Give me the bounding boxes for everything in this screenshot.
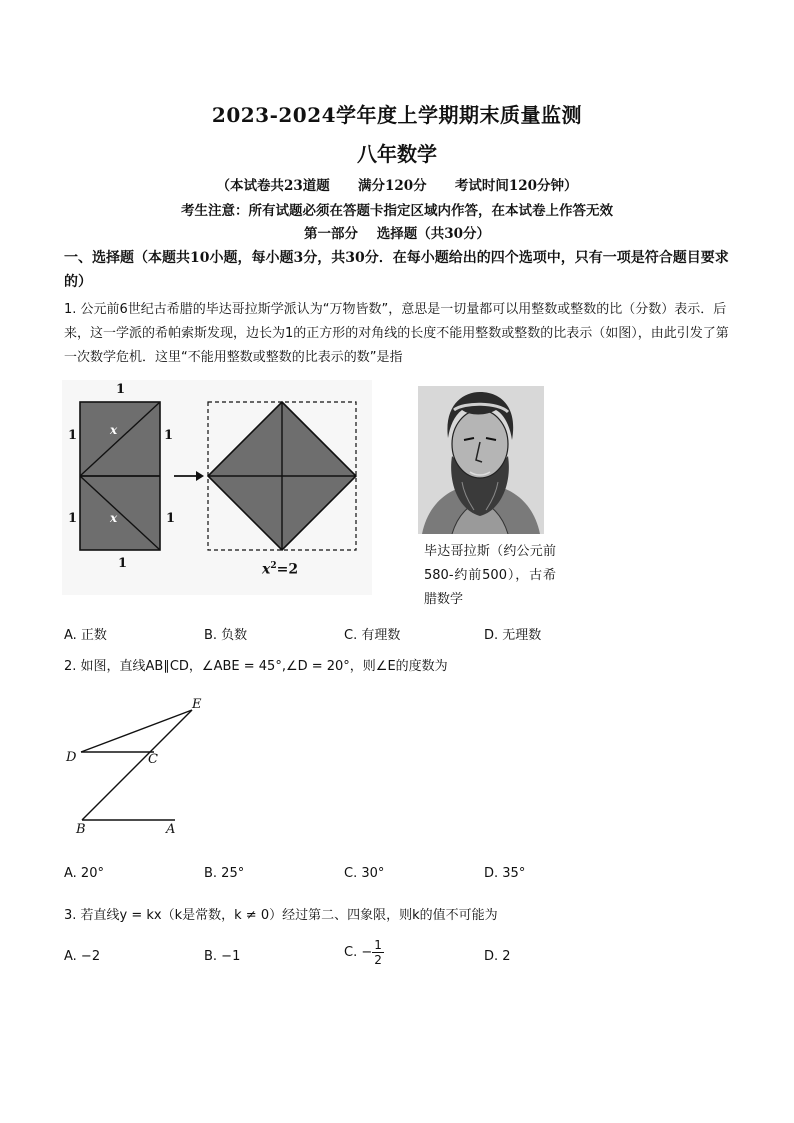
q1-option-a[interactable]: A. 正数 (64, 628, 107, 643)
q2-option-b[interactable]: B. 25° (204, 866, 245, 881)
q2-option-c[interactable]: C. 30° (344, 866, 385, 881)
label-E: E (192, 697, 202, 712)
q2-option-a[interactable]: A. 20° (64, 866, 104, 881)
question-3-text: 3. 若直线y = kx（k是常数，k ≠ 0）经过第二、四象限，则k的值不可能为 (64, 908, 498, 923)
label-D: D (66, 750, 77, 765)
q3-option-a[interactable]: A. −2 (64, 949, 101, 964)
q1-square-diagram (62, 380, 372, 595)
question-1-text: 1. 公元前6世纪古希腊的毕达哥拉斯学派认为“万物皆数”，意思是一切量都可以用整数或整数的比（分数）表示．后来，这一学派的希帕索斯发现，边长为1的正方形的对角线的长度不能用整数或整数的比表示（如图），由此引发了第一次数学危机．这里“不能用整数或整数的比表示的数”是指 (64, 302, 729, 365)
question-2-text: 2. 如图，直线AB∥CD，∠ABE = 45°,∠D = 20°，则∠E的度数为 (64, 659, 448, 674)
q1-option-d[interactable]: D. 无理数 (484, 628, 542, 643)
q3-option-b[interactable]: B. −1 (204, 949, 241, 964)
part-heading: 第一部分 选择题（共30分） (303, 226, 491, 242)
label-right-1a: 1 (164, 428, 174, 443)
label-right-1b: 1 (166, 511, 176, 526)
label-C: C (148, 752, 158, 767)
portrait-caption: 毕达哥拉斯（约公元前 580-约前500），古希腊数学 (424, 544, 556, 607)
pythagoras-portrait-image (418, 386, 544, 534)
q1-option-b[interactable]: B. 负数 (204, 628, 248, 643)
exam-info: （本试卷共23道题 满分120分 考试时间120分钟） (216, 178, 578, 194)
equation-label: $x^2=2$ (262, 561, 299, 578)
label-left-1b: 1 (68, 511, 78, 526)
q1-option-c[interactable]: C. 有理数 (344, 628, 401, 643)
q3-option-c[interactable]: C. − $\frac{1}{2}$ (344, 938, 382, 967)
label-x-top: x (110, 423, 118, 437)
subject-title: 八年数学 (357, 142, 437, 166)
label-A: A (166, 822, 176, 837)
q3-option-d[interactable]: D. 2 (484, 949, 511, 964)
q2-option-d[interactable]: D. 35° (484, 866, 526, 881)
label-left-1a: 1 (68, 428, 78, 443)
label-top-1: 1 (116, 382, 126, 397)
notice-text: 考生注意：所有试题必须在答题卡指定区域内作答，在本试卷上作答无效 (181, 203, 613, 219)
exam-title: 2023-2024学年度上学期期末质量监测 (211, 103, 583, 127)
fraction-one-half: $\frac{1}{2}$ (374, 938, 382, 967)
label-bottom-1: 1 (118, 556, 128, 571)
label-x-bottom: x (110, 511, 118, 525)
section-heading: 一、选择题（本题共10小题，每小题3分，共30分．在每小题给出的四个选项中，只有一项是符合题目要求的） (64, 250, 729, 290)
label-B: B (76, 822, 86, 837)
